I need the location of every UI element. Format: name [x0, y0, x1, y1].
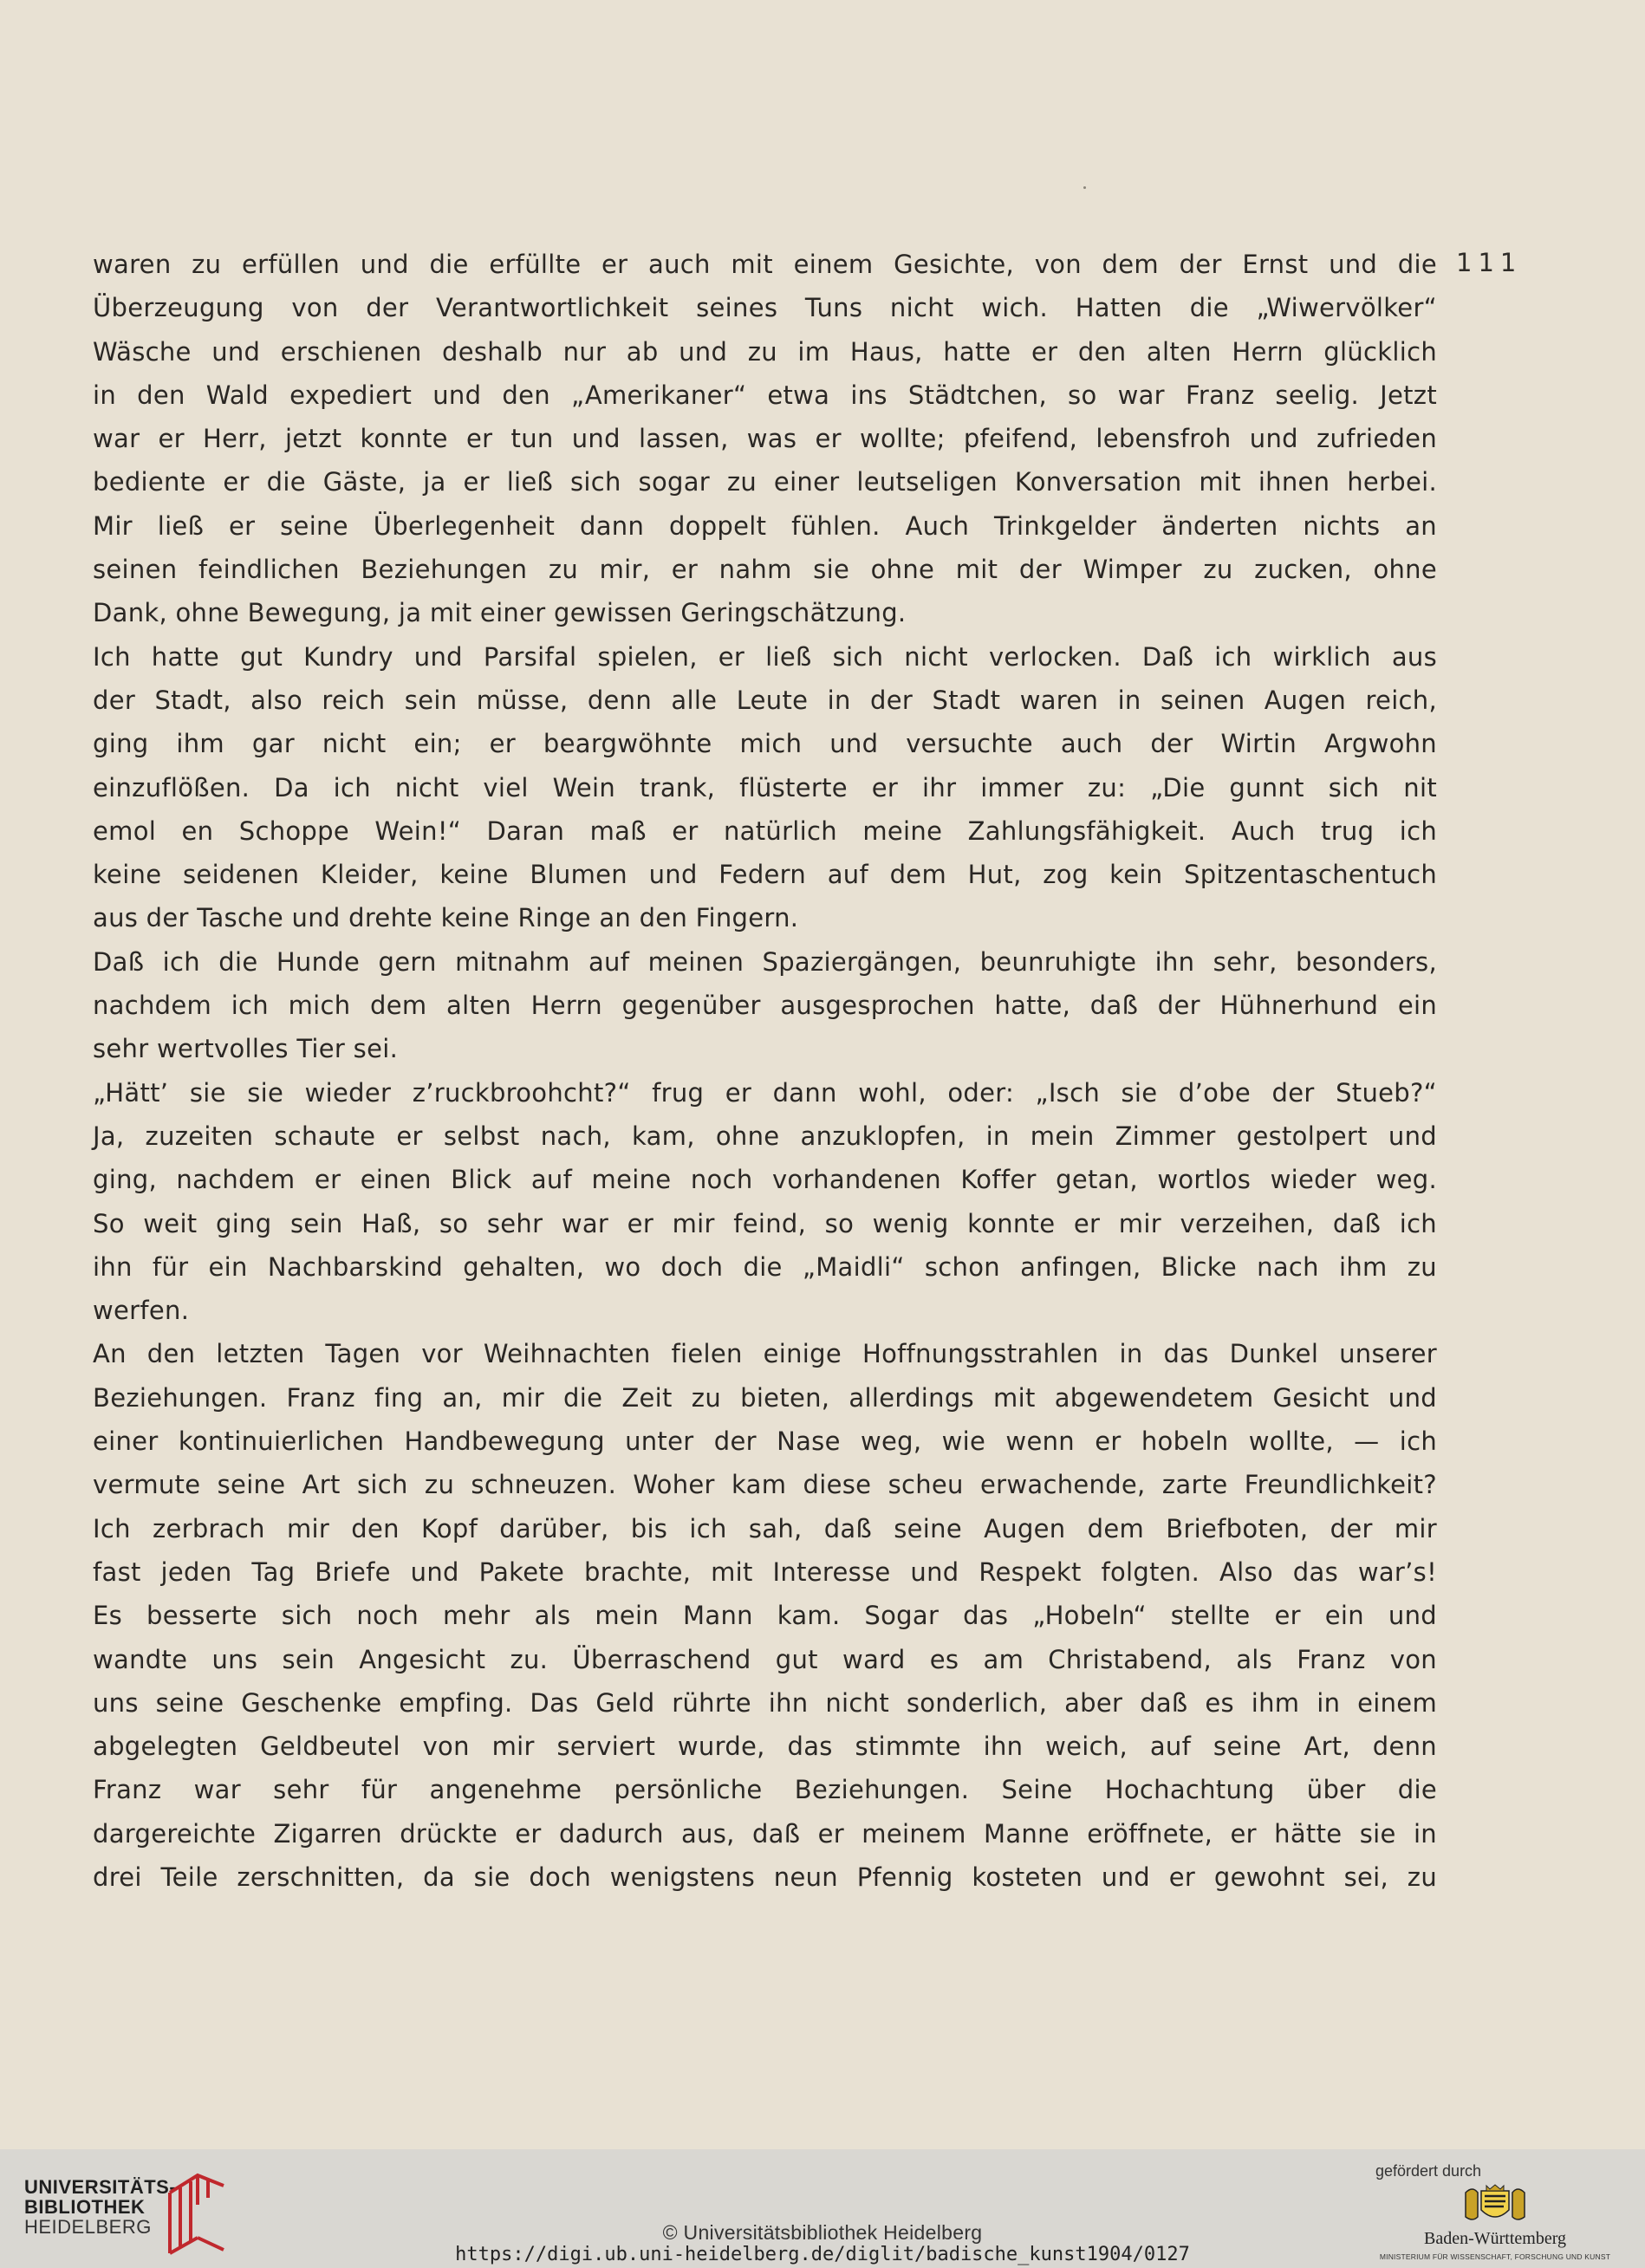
text-line: dargereichte Zigarren drückte er dadurch aus, daß er meinem Manne eröffnete, er hätte sie in: [93, 1818, 1437, 1849]
library-name-line1: UNIVERSITÄTS-: [24, 2176, 177, 2198]
text-line: der Stadt, also reich sein müsse, denn alle Leute in der Stadt waren in seinen Augen reich,: [93, 685, 1437, 715]
text-line: Beziehungen. Franz fing an, mir die Zeit zu bieten, allerdings mit abgewendetem Gesicht und: [93, 1382, 1437, 1413]
text-line: „Hätt’ sie sie wieder z’ruckbroohcht?“ frug er dann wohl, oder: „Isch sie d’obe der Stueb?“: [93, 1077, 1437, 1108]
text-line: vermute seine Art sich zu schneuzen. Woher kam diese scheu erwachende, zarte Freundlichkeit?: [93, 1470, 1437, 1500]
body-text: [93, 243, 1437, 1899]
text-line: Dank, ohne Bewegung, ja mit einer gewissen Geringschätzung.: [93, 598, 907, 628]
text-line: Ich zerbrach mir den Kopf darüber, bis ich sah, daß seine Augen dem Briefboten, der mir: [93, 1513, 1437, 1543]
text-line: Daß ich die Hunde gern mitnahm auf meinen Spaziergängen, beunruhigte ihn sehr, besonders,: [93, 946, 1437, 977]
text-line: sehr wertvolles Tier sei.: [93, 1034, 399, 1064]
text-line: Überzeugung von der Verantwortlichkeit seines Tuns nicht wich. Hatten die „Wiwervölker“: [93, 293, 1437, 323]
copyright-notice: © Universitätsbibliothek Heidelberg: [662, 2221, 983, 2244]
text-line: emol en Schoppe Wein!“ Daran maß er natürlich meine Zahlungsfähigkeit. Auch trug ich: [93, 816, 1437, 846]
text-line: uns seine Geschenke empfing. Das Geld rührte ihn nicht sonderlich, aber daß es ihm in einem: [93, 1687, 1437, 1718]
text-line: So weit ging sein Haß, so sehr war er mir feind, so wenig konnte er mir verzeihen, daß ich: [93, 1208, 1437, 1238]
text-line: Franz war sehr für angenehme persönliche Beziehungen. Seine Hochachtung über die: [93, 1775, 1437, 1805]
text-line: bediente er die Gäste, ja er ließ sich sogar zu einer leutseligen Konversation mit ihnen herbei.: [93, 467, 1437, 497]
library-name-line2: BIBLIOTHEK: [24, 2196, 146, 2218]
text-line: werfen.: [93, 1296, 190, 1326]
text-line: Ja, zuzeiten schaute er selbst nach, kam, ohne anzuklopfen, in mein Zimmer gestolpert und: [93, 1121, 1437, 1151]
text-line: Ich hatte gut Kundry und Parsifal spielen, er ließ sich nicht verlocken. Daß ich wirklich aus: [93, 641, 1437, 672]
text-line: keine seidenen Kleider, keine Blumen und Federn auf dem Hut, zog kein Spitzentaschentuch: [93, 860, 1437, 890]
viewer-footer: [0, 2149, 1645, 2268]
text-line: Wäsche und erschienen deshalb nur ab und zu im Haus, hatte er den alten Herrn glücklich: [93, 336, 1437, 367]
state-crest-icon: [1462, 2184, 1528, 2226]
text-line: aus der Tasche und drehte keine Ringe an den Fingern.: [93, 903, 799, 933]
text-line: fast jeden Tag Briefe und Pakete brachte, mit Interesse und Respekt folgten. Also das war’s!: [93, 1556, 1437, 1587]
text-line: wandte uns sein Angesicht zu. Überraschend gut ward es am Christabend, als Franz von: [93, 1644, 1437, 1674]
text-line: ging ihm gar nicht ein; er beargwöhnte mich und versuchte auch der Wirtin Argwohn: [93, 729, 1437, 759]
text-line: seinen feindlichen Beziehungen zu mir, er nahm sie ohne mit der Wimper zu zucken, ohne: [93, 555, 1437, 585]
funder-ministry: MINISTERIUM FÜR WISSENSCHAFT, FORSCHUNG UND KUNST: [1379, 2252, 1611, 2261]
text-line: ging, nachdem er einen Blick auf meine noch vorhandenen Koffer getan, wortlos wieder weg.: [93, 1165, 1437, 1195]
funder-name: Baden-Württemberg: [1423, 2229, 1566, 2248]
text-line: war er Herr, jetzt konnte er tun und lassen, was er wollte; pfeifend, lebensfroh und zufrieden: [93, 424, 1437, 454]
text-line: Mir ließ er seine Überlegenheit dann doppelt fühlen. Auch Trinkgelder änderten nichts an: [93, 510, 1437, 541]
text-line: waren zu erfüllen und die erfüllte er auch mit einem Gesichte, von dem der Ernst und die: [93, 250, 1437, 279]
paper-speck: [1083, 186, 1086, 189]
text-line: abgelegten Geldbeutel von mir serviert wurde, das stimmte ihn weich, auf seine Art, denn: [93, 1732, 1437, 1762]
text-line: An den letzten Tagen vor Weihnachten fielen einige Hoffnungsstrahlen in das Dunkel unserer: [93, 1339, 1437, 1369]
text-line: einzuflößen. Da ich nicht viel Wein trank, flüsterte er ihr immer zu: „Die gunnt sich nit: [93, 772, 1437, 803]
text-line: Es besserte sich noch mehr als mein Mann kam. Sogar das „Hobeln“ stellte er ein und: [93, 1601, 1437, 1631]
text-line: in den Wald expediert und den „Amerikaner“ etwa ins Städtchen, so war Franz seelig. Jetzt: [93, 380, 1437, 410]
page-number: 111: [1456, 248, 1523, 277]
text-line: drei Teile zerschnitten, da sie doch wenigstens neun Pfennig kosteten und er gewohnt sei, zu: [93, 1862, 1437, 1892]
permalink-url[interactable]: https://digi.ub.uni-heidelberg.de/diglit/badische_kunst1904/0127: [455, 2244, 1190, 2265]
text-line: einer kontinuierlichen Handbewegung unter der Nase weg, wie wenn er hobeln wollte, — ich: [93, 1426, 1437, 1457]
library-name-line3: HEIDELBERG: [24, 2216, 152, 2238]
text-line: nachdem ich mich dem alten Herrn gegenüber ausgesprochen hatte, daß der Hühnerhund ein: [93, 991, 1437, 1021]
funding-label: gefördert durch: [1375, 2162, 1482, 2180]
text-line: ihn für ein Nachbarskind gehalten, wo doch die „Maidli“ schon anfingen, Blicke nach ihm zu: [93, 1251, 1437, 1282]
